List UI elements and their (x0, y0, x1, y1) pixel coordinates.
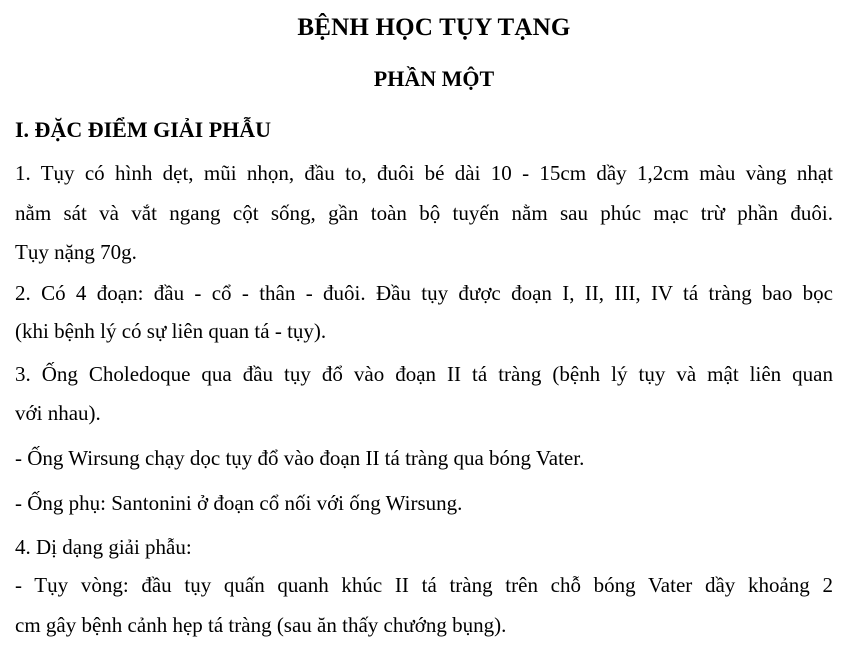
paragraph-line: 4. Dị dạng giải phẫu: (15, 535, 192, 559)
paragraph-line: - Tụy vòng: đầu tụy quấn quanh khúc II tá tràng trên chỗ bóng Vater dầy khoảng 2 (15, 573, 833, 597)
document-title: BỆNH HỌC TỤY TẠNG (297, 14, 571, 41)
paragraph-line: nằm sát và vắt ngang cột sống, gần toàn bộ tuyến nằm sau phúc mạc trừ phần đuôi. (15, 201, 833, 225)
paragraph-line: 3. Ống Choledoque qua đầu tụy đổ vào đoạn II tá tràng (bệnh lý tụy và mật liên quan (15, 362, 833, 386)
paragraph-line: - Ống Wirsung chạy dọc tụy đổ vào đoạn II tá tràng qua bóng Vater. (15, 446, 585, 470)
paragraph-line: Tụy nặng 70g. (15, 240, 137, 264)
paragraph-line: - Ống phụ: Santonini ở đoạn cổ nối với ống Wirsung. (15, 491, 463, 515)
paragraph-line: (khi bệnh lý có sự liên quan tá - tụy). (15, 319, 327, 343)
document-subtitle: PHẦN MỘT (373, 66, 495, 91)
section-heading: I. ĐẶC ĐIỂM GIẢI PHẪU (15, 117, 272, 142)
paragraph-line: cm gây bệnh cảnh hẹp tá tràng (sau ăn thấy chướng bụng). (15, 613, 507, 637)
paragraph-line: 1. Tụy có hình dẹt, mũi nhọn, đầu to, đuôi bé dài 10 - 15cm dầy 1,2cm màu vàng nhạt (15, 161, 833, 185)
paragraph-line: 2. Có 4 đoạn: đầu - cổ - thân - đuôi. Đầu tụy được đoạn I, II, III, IV tá tràng bao bọc (15, 281, 833, 305)
paragraph-line: với nhau). (15, 401, 101, 425)
